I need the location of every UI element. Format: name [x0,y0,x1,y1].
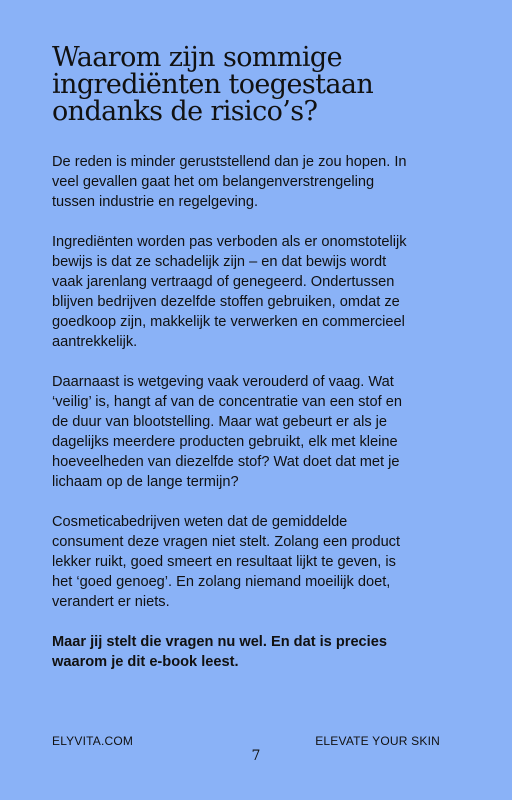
footer-website: ELYVITA.COM [52,734,134,748]
text-line: het ‘goed genoeg’. En zolang niemand moeilijk doet, [52,574,391,590]
text-line: tussen industrie en regelgeving. [52,194,259,210]
text-line: dagelijks meerdere producten gebruikt, elk met kleine [52,434,398,450]
footer-tagline: ELEVATE YOUR SKIN [315,734,440,748]
text-line: lichaam op de lange termijn? [52,474,239,490]
text-line: Maar jij stelt die vragen nu wel. En dat is precies [52,634,387,650]
text-line: de duur van blootstelling. Maar wat gebeurt er als je [52,414,388,430]
paragraph-4 [52,512,472,612]
paragraph-1 [52,152,472,212]
text-line: aantrekkelijk. [52,334,138,350]
text-line: goedkoop zijn, makkelijk te verwerken en commercieel [52,314,405,330]
text-line: Cosmeticabedrijven weten dat de gemiddelde [52,514,348,530]
text-line: ‘veilig’ is, hangt af van de concentratie van een stof en [52,394,402,410]
title-line: ondanks de risico’s? [52,96,318,127]
body-text [52,152,472,692]
closing-paragraph [52,632,472,672]
page-number: 7 [251,748,261,764]
text-line: hoeveelheden van diezelfde stof? Wat doet dat met je [52,454,400,470]
title-line: Waarom zijn sommige [52,42,342,73]
title-line: ingrediënten toegestaan [52,69,374,100]
paragraph-3 [52,372,472,492]
text-line: bewijs is dat ze schadelijk zijn – en dat bewijs wordt [52,254,387,270]
text-line: De reden is minder geruststellend dan je zou hopen. In [52,154,407,170]
paragraph-2 [52,232,472,352]
text-line: consument deze vragen niet stelt. Zolang een product [52,534,401,550]
text-line: vaak jarenlang vertraagd of genegeerd. Ondertussen [52,274,395,290]
text-line: verandert er niets. [52,594,170,610]
page-title [52,44,472,125]
text-line: veel gevallen gaat het om belangenverstrengeling [52,174,375,190]
text-line: lekker ruikt, goed smeert en resultaat lijkt te geven, is [52,554,396,570]
text-line: blijven bedrijven dezelfde stoffen gebruiken, omdat ze [52,294,400,310]
text-line: Ingrediënten worden pas verboden als er onomstotelijk [52,234,407,250]
text-line: Daarnaast is wetgeving vaak verouderd of vaag. Wat [52,374,394,390]
text-line: waarom je dit e-book leest. [52,654,239,670]
